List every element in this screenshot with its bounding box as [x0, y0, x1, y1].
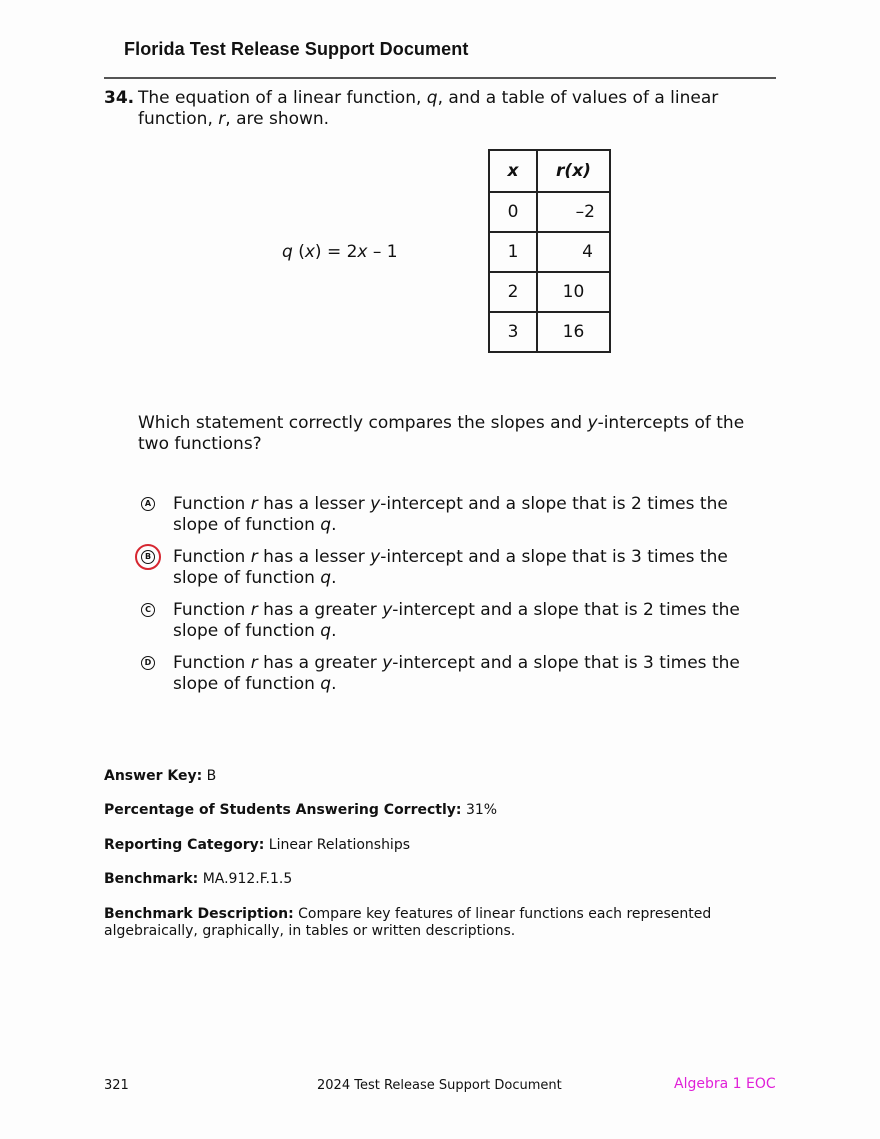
table-cell: 4: [537, 232, 610, 272]
table-header-x: x: [489, 150, 537, 192]
equation-q: q (x) = 2x – 1: [282, 242, 398, 262]
table-row: [489, 312, 610, 352]
option-c-text: Function r has a greater y-intercept and a slope that is 2 times the slope of function q.: [173, 600, 740, 641]
footer-document-title: 2024 Test Release Support Document: [317, 1078, 562, 1093]
table-row: [489, 192, 610, 232]
option-b-bubble-icon[interactable]: B: [141, 550, 155, 564]
values-table-r: [488, 149, 611, 353]
table-cell: –2: [537, 192, 610, 232]
reporting-category: Reporting Category: Linear Relationships: [104, 837, 411, 853]
table-cell: 3: [489, 312, 537, 352]
question-number: 34.: [104, 88, 135, 108]
table-cell: 0: [489, 192, 537, 232]
option-a-bubble-icon[interactable]: A: [141, 497, 155, 511]
document-header-title: Florida Test Release Support Document: [124, 39, 469, 59]
header-divider: [104, 77, 776, 79]
table-header-row: [489, 150, 610, 192]
table-cell: 1: [489, 232, 537, 272]
percent-correct: Percentage of Students Answering Correctly: 31%: [104, 802, 498, 818]
table-cell: 2: [489, 272, 537, 312]
benchmark: Benchmark: MA.912.F.1.5: [104, 871, 293, 887]
option-d-text: Function r has a greater y-intercept and a slope that is 3 times the slope of function q.: [173, 653, 740, 694]
table-row: [489, 272, 610, 312]
option-b-text: Function r has a lesser y-intercept and a slope that is 3 times the slope of function q.: [173, 547, 728, 588]
benchmark-description: Benchmark Description: Compare key features of linear functions each represented algebraically, graphically, in tables or written descriptions.: [104, 906, 712, 939]
option-d-bubble-icon[interactable]: D: [141, 656, 155, 670]
option-a-text: Function r has a lesser y-intercept and a slope that is 2 times the slope of function q.: [173, 494, 728, 535]
footer-course-label: Algebra 1 EOC: [674, 1076, 776, 1092]
table-cell: 16: [537, 312, 610, 352]
table-row: [489, 232, 610, 272]
question-prompt: Which statement correctly compares the slopes and y-intercepts of the two functions?: [138, 413, 745, 454]
correct-answer-circle-icon: [135, 544, 161, 570]
table-cell: 10: [537, 272, 610, 312]
page-number: 321: [104, 1078, 129, 1093]
answer-key: Answer Key: B: [104, 768, 217, 784]
question-stem: The equation of a linear function, q, and a table of values of a linear function, r, are shown.: [138, 88, 719, 129]
table-header-rx: r(x): [537, 150, 610, 192]
option-c-bubble-icon[interactable]: C: [141, 603, 155, 617]
